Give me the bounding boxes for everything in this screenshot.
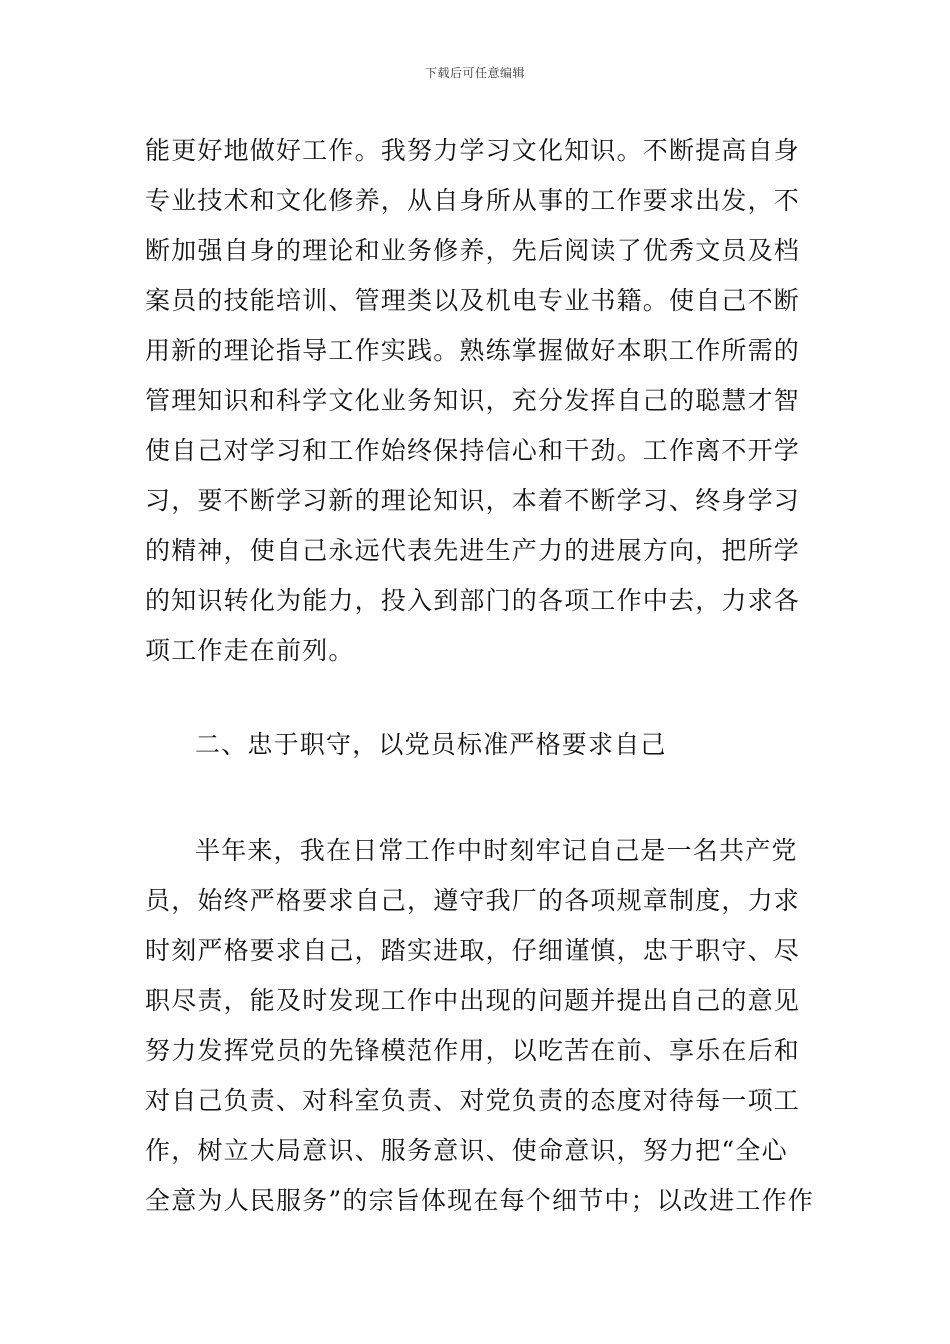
text-line: 半年来，我在日常工作中时刻牢记自己是一名共产党 bbox=[195, 836, 798, 865]
text-line: 的知识转化为能力，投入到部门的各项工作中去，力求各 bbox=[145, 586, 801, 615]
text-line: 案员的技能培训、管理类以及机电专业书籍。使自己不断 bbox=[145, 286, 801, 315]
text-line: 习，要不断学习新的理论知识，本着不断学习、终身学习 bbox=[145, 486, 801, 515]
text-line: 对自己负责、对科室负责、对党负责的态度对待每一项工 bbox=[145, 1086, 801, 1115]
text-line: 用新的理论指导工作实践。熟练掌握做好本职工作所需的 bbox=[145, 336, 801, 365]
text-line: 的精神，使自己永远代表先进生产力的进展方向，把所学 bbox=[145, 536, 801, 565]
text-line: 员，始终严格要求自己，遵守我厂的各项规章制度，力求 bbox=[145, 886, 801, 915]
text-line: 管理知识和科学文化业务知识，充分发挥自己的聪慧才智 bbox=[145, 386, 801, 415]
text-line: 作，树立大局意识、服务意识、使命意识，努力把“全心 bbox=[145, 1136, 788, 1165]
text-line: 专业技术和文化修养，从自身所从事的工作要求出发，不 bbox=[145, 186, 801, 215]
text-line: 能更好地做好工作。我努力学习文化知识。不断提高自身 bbox=[145, 136, 801, 165]
page-header: 下载后可任意编辑 bbox=[424, 66, 525, 80]
paragraph-1 bbox=[145, 126, 810, 676]
text-line: 项工作走在前列。 bbox=[145, 636, 355, 665]
section-heading-text: 二、忠于职守，以党员标准严格要求自己 bbox=[195, 730, 667, 759]
text-line: 使自己对学习和工作始终保持信心和干劲。工作离不开学 bbox=[145, 436, 801, 465]
text-line: 努力发挥党员的先锋模范作用，以吃苦在前、享乐在后和 bbox=[145, 1036, 801, 1065]
text-line: 全意为人民服务”的宗旨体现在每个细节中；以改进工作作 bbox=[145, 1186, 814, 1215]
text-line: 职尽责，能及时发现工作中出现的问题并提出自己的意见 bbox=[145, 986, 801, 1015]
text-line: 断加强自身的理论和业务修养，先后阅读了优秀文员及档 bbox=[145, 236, 801, 265]
section-heading bbox=[195, 720, 667, 770]
paragraph-2 bbox=[145, 826, 814, 1226]
text-line: 时刻严格要求自己，踏实进取，仔细谨慎，忠于职守、尽 bbox=[145, 936, 801, 965]
